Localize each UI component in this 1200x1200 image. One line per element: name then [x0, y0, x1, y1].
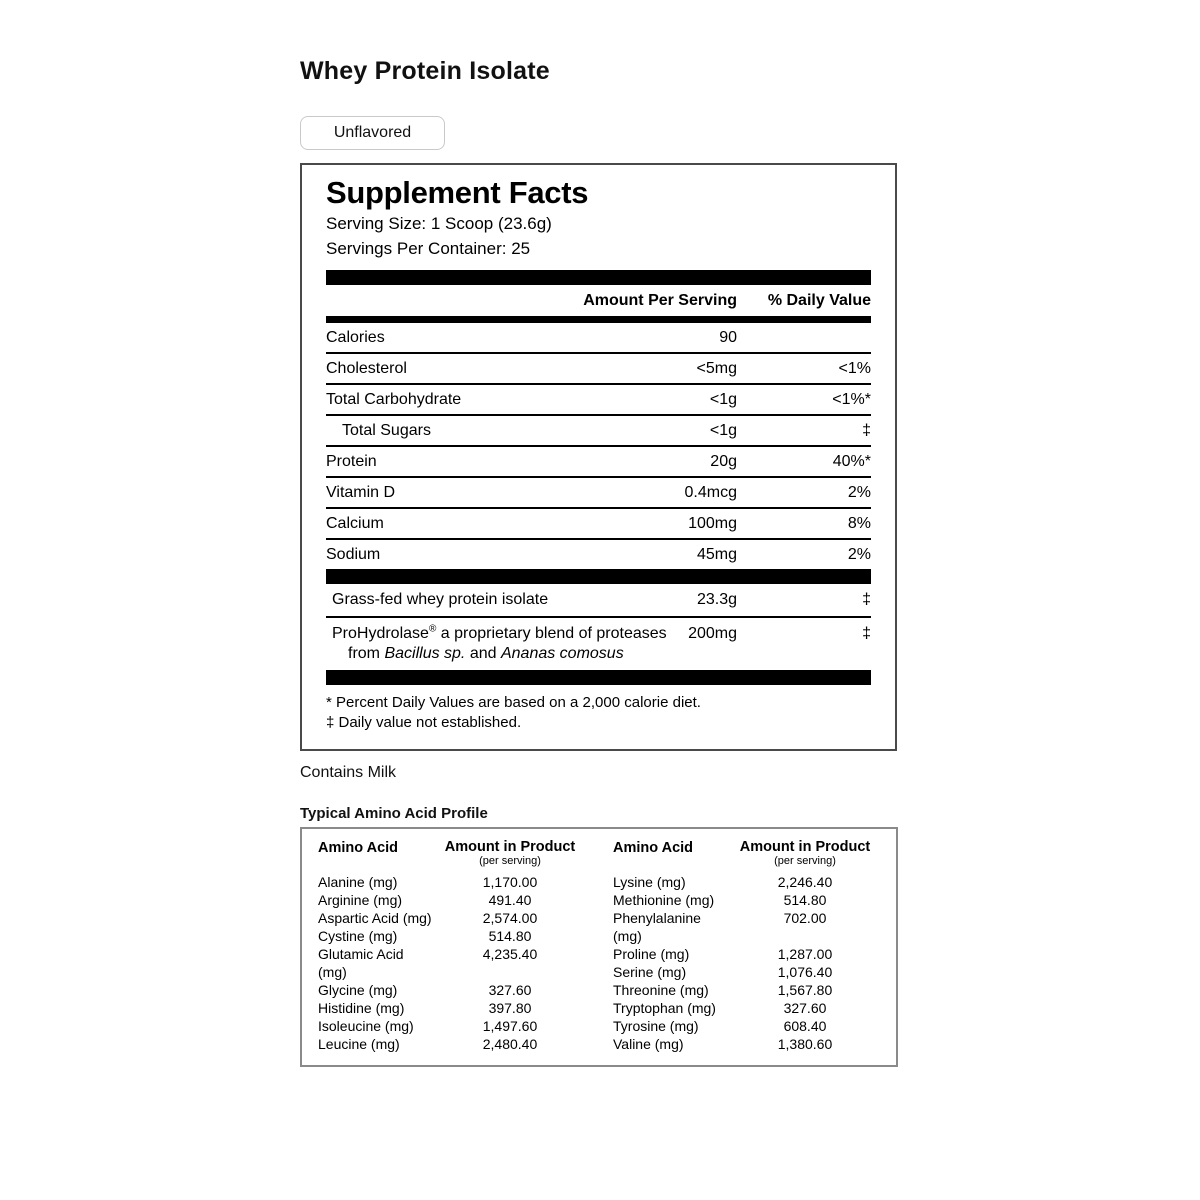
nutrient-name: Protein [326, 453, 377, 470]
amino-row [318, 927, 585, 945]
amino-value: 2,574.00 [482, 910, 538, 926]
allergen-statement: Contains Milk [300, 764, 397, 781]
nutrient-row-total-sugars [326, 414, 871, 445]
divider-bar [326, 316, 871, 323]
amino-name: Valine (mg) [613, 1036, 684, 1052]
servings-per-container: Servings Per Container: 25 [326, 239, 531, 258]
supplement-facts-title: Supplement Facts [326, 175, 589, 210]
from-word: from [348, 645, 385, 662]
header-amino-acid: Amino Acid [318, 840, 399, 856]
nutrient-dv [737, 328, 871, 347]
ingredient-row-prohydrolase [326, 616, 871, 670]
amino-value: 1,380.60 [777, 1036, 833, 1052]
amino-value: 1,076.40 [777, 964, 833, 980]
nutrient-dv: 2% [847, 546, 871, 563]
amino-name: Lysine (mg) [613, 874, 686, 890]
ingredient-dv: ‡ [862, 591, 871, 608]
amino-value: 608.40 [783, 1018, 827, 1034]
amino-header-row [613, 839, 880, 867]
amino-profile-heading: Typical Amino Acid Profile [300, 805, 488, 822]
amino-name: Proline (mg) [613, 946, 690, 962]
nutrient-name: Cholesterol [326, 360, 407, 377]
amino-row [318, 909, 585, 927]
amino-value: 397.80 [488, 1000, 532, 1016]
nutrition-header-row [326, 285, 871, 316]
amino-row [318, 981, 585, 999]
amino-name: Methionine (mg) [613, 892, 715, 908]
amino-value: 327.60 [488, 982, 532, 998]
amino-row [613, 891, 880, 909]
header-daily-value: % Daily Value [767, 292, 871, 309]
nutrient-amount: 100mg [688, 515, 737, 532]
nutrient-dv: ‡ [862, 422, 871, 439]
amino-value: 514.80 [488, 928, 532, 944]
divider-bar [326, 569, 871, 584]
amino-name: Arginine (mg) [318, 892, 403, 908]
product-page [300, 57, 900, 1067]
flavor-chip-unflavored[interactable]: Unflavored [300, 116, 445, 150]
and-word: and [465, 645, 501, 662]
nutrient-row-calories [326, 323, 871, 352]
amino-name: Aspartic Acid (mg) [318, 910, 432, 926]
amino-row [318, 999, 585, 1017]
amino-name: Serine (mg) [613, 964, 687, 980]
header-per-serving-label: (per serving) [479, 855, 541, 867]
species-name: Ananas comosus [500, 645, 624, 662]
amino-name: Alanine (mg) [318, 874, 398, 890]
ingredient-desc: a proprietary blend of proteases [436, 625, 667, 642]
nutrient-amount: <1g [709, 422, 737, 439]
amino-value: 1,170.00 [482, 874, 538, 890]
nutrient-dv: 40%* [832, 453, 871, 470]
amino-row [613, 945, 880, 963]
nutrient-name: Total Carbohydrate [326, 391, 462, 408]
header-amount-per-serving: Amount Per Serving [583, 292, 737, 309]
amino-name: Histidine (mg) [318, 1000, 405, 1016]
brand-name: ProHydrolase [332, 625, 429, 642]
nutrient-amount: <5mg [696, 360, 737, 377]
nutrient-name: Sodium [326, 546, 381, 563]
amino-row [613, 909, 880, 945]
nutrition-rows [326, 323, 871, 569]
amino-value: 2,246.40 [777, 874, 833, 890]
nutrient-row-calcium [326, 507, 871, 538]
header-amount-label: Amount in Product [444, 839, 576, 855]
nutrient-name: Vitamin D [326, 484, 396, 501]
amino-row [613, 963, 880, 981]
nutrient-row-sodium [326, 538, 871, 569]
header-amount-in-product [730, 839, 880, 867]
amino-row [613, 1017, 880, 1035]
amino-value: 327.60 [783, 1000, 827, 1016]
ingredient-rows [326, 584, 871, 670]
ingredient-dv: ‡ [862, 625, 871, 642]
nutrient-name: Total Sugars [342, 422, 431, 439]
amino-value: 1,567.80 [777, 982, 833, 998]
nutrient-row-total-carbohydrate [326, 383, 871, 414]
species-name: Bacillus sp. [384, 645, 466, 662]
ingredient-source-line [332, 644, 667, 664]
registered-mark: ® [428, 623, 437, 635]
amino-row [613, 1035, 880, 1053]
amino-value: 4,235.40 [482, 946, 538, 962]
nutrient-dv: 8% [847, 515, 871, 532]
amino-name: Glutamic Acid (mg) [318, 946, 404, 980]
nutrient-amount: 20g [710, 453, 737, 470]
amino-header-row [318, 839, 585, 867]
nutrient-amount: 90 [719, 329, 737, 346]
nutrient-amount: 45mg [696, 546, 737, 563]
amino-name: Glycine (mg) [318, 982, 398, 998]
header-amount-label: Amount in Product [739, 839, 871, 855]
nutrient-name: Calcium [326, 515, 384, 532]
footnotes [326, 685, 871, 737]
header-per-serving-label: (per serving) [774, 855, 836, 867]
amino-value: 2,480.40 [482, 1036, 538, 1052]
page-title: Whey Protein Isolate [300, 57, 550, 85]
amino-row [318, 945, 585, 981]
amino-name: Leucine (mg) [318, 1036, 400, 1052]
amino-row [318, 891, 585, 909]
header-amount-in-product [435, 839, 585, 867]
amino-profile-panel [300, 827, 898, 1067]
ingredient-name [326, 624, 667, 664]
supplement-facts-panel [300, 163, 897, 751]
serving-size: Serving Size: 1 Scoop (23.6g) [326, 214, 552, 233]
footnote-daily-value: * Percent Daily Values are based on a 2,000 calorie diet. [326, 694, 701, 711]
amino-value: 491.40 [488, 892, 532, 908]
amino-name: Cystine (mg) [318, 928, 398, 944]
nutrient-dv: <1% [838, 360, 871, 377]
amino-name: Isoleucine (mg) [318, 1018, 414, 1034]
ingredient-amount: 200mg [688, 625, 737, 642]
nutrient-amount: 0.4mcg [684, 484, 737, 501]
ingredient-amount: 23.3g [696, 591, 737, 608]
footnote-not-established: ‡ Daily value not established. [326, 714, 522, 731]
amino-value: 702.00 [783, 910, 827, 926]
divider-bar [326, 670, 871, 685]
amino-row [613, 999, 880, 1017]
amino-value: 514.80 [783, 892, 827, 908]
amino-row [318, 1035, 585, 1053]
amino-value: 1,497.60 [482, 1018, 538, 1034]
header-amino-acid: Amino Acid [613, 840, 694, 856]
ingredient-name: Grass-fed whey protein isolate [332, 591, 549, 608]
nutrient-dv: 2% [847, 484, 871, 501]
amino-row [318, 873, 585, 891]
amino-row [318, 1017, 585, 1035]
nutrient-row-protein [326, 445, 871, 476]
nutrient-row-vitamin-d [326, 476, 871, 507]
nutrient-row-cholesterol [326, 352, 871, 383]
amino-column-right [613, 839, 880, 1053]
amino-column-left [318, 839, 585, 1053]
ingredient-row-whey-isolate [326, 584, 871, 616]
amino-name: Phenylalanine (mg) [613, 910, 701, 944]
amino-value: 1,287.00 [777, 946, 833, 962]
amino-row [613, 981, 880, 999]
amino-name: Tyrosine (mg) [613, 1018, 699, 1034]
amino-name: Tryptophan (mg) [613, 1000, 716, 1016]
nutrient-dv: <1%* [832, 391, 871, 408]
nutrient-name: Calories [326, 329, 385, 346]
divider-bar [326, 270, 871, 285]
amino-name: Threonine (mg) [613, 982, 709, 998]
nutrient-amount: <1g [709, 391, 737, 408]
amino-row [613, 873, 880, 891]
